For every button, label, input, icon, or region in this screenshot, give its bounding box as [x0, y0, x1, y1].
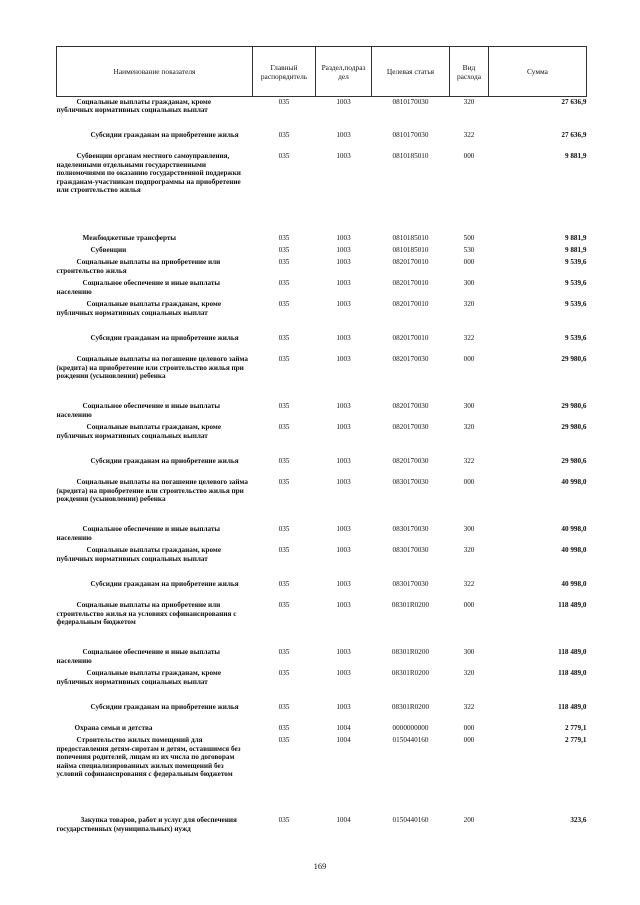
row-section: 1003 [336, 703, 351, 711]
row-name: Субсидии гражданам на приобретение жилья [90, 580, 239, 588]
row-name: Субсидии гражданам на приобретение жилья [90, 131, 239, 139]
row-section: 1003 [336, 279, 351, 287]
table-row [57, 724, 587, 736]
row-main-manager: 035 [278, 402, 290, 410]
row-section: 1003 [336, 246, 351, 254]
table-row [57, 546, 587, 580]
row-expense-type: 000 [463, 724, 475, 732]
row-expense-type: 000 [463, 258, 475, 266]
row-sum: 40 998,0 [561, 525, 587, 533]
row-target-article: 0830170030 [392, 478, 429, 486]
row-section: 1004 [336, 724, 351, 732]
row-main-manager: 035 [278, 300, 290, 308]
row-main-manager: 035 [278, 580, 290, 588]
row-name: Социальное обеспечение и иные выплаты населению [56, 402, 221, 419]
row-section: 1003 [336, 669, 351, 677]
row-expense-type: 320 [463, 300, 475, 308]
row-sum: 9 539,6 [564, 334, 587, 342]
header-target-article: Целевая статья [372, 47, 450, 97]
row-section: 1003 [336, 355, 351, 363]
row-target-article: 0820170030 [392, 457, 429, 465]
row-target-article: 0820170030 [392, 402, 429, 410]
row-name: Субсидии гражданам на приобретение жилья [90, 334, 239, 342]
row-name: Межбюджетные трансферты [82, 234, 177, 242]
table-body [57, 97, 587, 850]
table-row [57, 580, 587, 601]
row-expense-type: 300 [463, 648, 475, 656]
row-section: 1003 [336, 478, 351, 486]
row-sum: 9 881,9 [564, 234, 587, 242]
row-expense-type: 300 [463, 402, 475, 410]
row-sum: 27 636,9 [561, 97, 587, 106]
row-section: 1003 [336, 546, 351, 554]
row-sum: 9 881,9 [564, 246, 587, 254]
row-expense-type: 300 [463, 525, 475, 533]
header-sum: Сумма [489, 47, 587, 97]
row-expense-type: 320 [463, 423, 475, 431]
row-sum: 29 980,6 [561, 423, 587, 431]
table-row [57, 457, 587, 478]
row-section: 1003 [336, 97, 351, 106]
row-target-article: 0000000000 [392, 724, 429, 732]
table-row [57, 478, 587, 525]
row-sum: 2 779,1 [564, 724, 587, 732]
row-main-manager: 035 [278, 97, 290, 106]
row-name: Закупка товаров, работ и услуг для обеспечения государственных (муниципальных) нужд [56, 816, 237, 833]
row-section: 1004 [336, 816, 351, 824]
header-indicator-name: Наименование показателя [57, 47, 253, 97]
table-row [57, 402, 587, 423]
row-target-article: 08301R0200 [391, 648, 430, 656]
row-target-article: 0830170030 [392, 546, 429, 554]
row-expense-type: 322 [463, 580, 475, 588]
row-name: Социальные выплаты гражданам, кроме публичных нормативных социальных выплат [56, 546, 222, 563]
budget-table [56, 46, 587, 850]
row-name: Социальные выплаты гражданам, кроме публичных нормативных социальных выплат [56, 423, 222, 440]
table-row [57, 334, 587, 355]
row-sum: 118 489,0 [558, 648, 587, 656]
row-name: Социальные выплаты на погашение целевого займа (кредита) на приобретение или строительство жилья при рождении (усыновлении) ребенка [56, 355, 248, 381]
row-name: Социальное обеспечение и иные выплаты населению [56, 648, 221, 665]
row-name: Субсидии гражданам на приобретение жилья [90, 457, 239, 465]
row-target-article: 0810170030 [392, 97, 429, 106]
row-target-article: 0150440160 [392, 816, 429, 824]
row-main-manager: 035 [278, 131, 290, 139]
row-section: 1003 [336, 300, 351, 308]
row-section: 1003 [336, 152, 351, 160]
row-sum: 40 998,0 [561, 580, 587, 588]
row-name: Строительство жилых помещений для предоставления детям-сиротам и детям, оставшимся без попечения родителей, лицам из их числа по договорам найма специализированных жилых помещений без условий софинансирования с федеральным бюджетом [56, 736, 241, 779]
row-section: 1003 [336, 402, 351, 410]
row-expense-type: 000 [463, 152, 475, 160]
row-main-manager: 035 [278, 703, 290, 711]
row-target-article: 08301R0200 [391, 669, 430, 677]
row-expense-type: 300 [463, 279, 475, 287]
row-main-manager: 035 [278, 525, 290, 533]
row-section: 1003 [336, 648, 351, 656]
row-sum: 118 489,0 [558, 601, 587, 609]
row-section: 1003 [336, 131, 351, 139]
row-expense-type: 000 [463, 478, 475, 486]
table-row [57, 736, 587, 816]
row-target-article: 0820170030 [392, 355, 429, 363]
row-sum: 2 779,1 [564, 736, 587, 744]
table-row [57, 234, 587, 246]
row-expense-type: 320 [463, 546, 475, 554]
row-sum: 40 998,0 [561, 478, 587, 486]
row-target-article: 08301R0200 [391, 703, 430, 711]
row-sum: 9 539,6 [564, 300, 587, 308]
header-main-manager: Главный распорядитель [253, 47, 316, 97]
row-main-manager: 035 [278, 816, 290, 824]
row-expense-type: 200 [463, 816, 475, 824]
row-name: Субсидии гражданам на приобретение жилья [90, 703, 239, 711]
row-sum: 118 489,0 [558, 669, 587, 677]
page-number: 169 [313, 861, 327, 871]
row-main-manager: 035 [278, 648, 290, 656]
table-row [57, 246, 587, 258]
row-sum: 40 998,0 [561, 546, 587, 554]
table-row [57, 648, 587, 669]
row-main-manager: 035 [278, 546, 290, 554]
row-sum: 9 539,6 [564, 279, 587, 287]
row-sum: 9 881,9 [564, 152, 587, 160]
row-name: Социальные выплаты гражданам, кроме публичных нормативных социальных выплат [56, 300, 222, 317]
table-row [57, 601, 587, 648]
row-target-article: 0820170030 [392, 423, 429, 431]
row-sum: 29 980,6 [561, 457, 587, 465]
row-main-manager: 035 [278, 478, 290, 486]
row-expense-type: 000 [463, 355, 475, 363]
row-section: 1003 [336, 457, 351, 465]
table-row [57, 669, 587, 703]
row-section: 1003 [336, 580, 351, 588]
row-expense-type: 530 [463, 246, 475, 254]
table-row [57, 97, 587, 131]
row-main-manager: 035 [278, 457, 290, 465]
table-header [57, 47, 587, 97]
row-main-manager: 035 [278, 234, 290, 242]
row-target-article: 0820170010 [392, 300, 429, 308]
header-expense-type: Вид расхода [450, 47, 489, 97]
row-name: Субвенции [90, 246, 127, 254]
row-section: 1004 [336, 736, 351, 744]
row-name: Социальные выплаты на приобретение или строительство жилья [56, 258, 221, 275]
table-row [57, 300, 587, 334]
row-sum: 9 539,6 [564, 258, 587, 266]
row-section: 1003 [336, 525, 351, 533]
row-sum: 118 489,0 [558, 703, 587, 711]
row-main-manager: 035 [278, 355, 290, 363]
row-main-manager: 035 [278, 736, 290, 744]
row-name: Социальное обеспечение и иные выплаты населению [56, 525, 221, 542]
row-main-manager: 035 [278, 669, 290, 677]
row-section: 1003 [336, 601, 351, 609]
row-name: Социальные выплаты гражданам, кроме публичных нормативных социальных выплат [56, 669, 222, 686]
table-row [57, 131, 587, 152]
row-sum: 29 980,6 [561, 355, 587, 363]
row-section: 1003 [336, 234, 351, 242]
row-sum: 29 980,6 [561, 402, 587, 410]
budget-table-container [56, 46, 586, 850]
row-target-article: 0820170010 [392, 279, 429, 287]
row-sum: 27 636,9 [561, 131, 587, 139]
row-target-article: 0810170030 [392, 131, 429, 139]
table-row [57, 258, 587, 279]
row-name: Охрана семьи и детства [74, 724, 153, 732]
row-main-manager: 035 [278, 279, 290, 287]
row-name: Субвенции органам местного самоуправления, наделенными отдельными государственными полномочиями по оказанию государственной поддержки гражданам-участникам подпрограммы на приобретение или строительство жилья [56, 152, 241, 195]
row-main-manager: 035 [278, 423, 290, 431]
row-expense-type: 322 [463, 334, 475, 342]
row-expense-type: 322 [463, 457, 475, 465]
row-main-manager: 035 [278, 724, 290, 732]
row-expense-type: 500 [463, 234, 475, 242]
table-row [57, 152, 587, 234]
table-row [57, 355, 587, 402]
row-expense-type: 320 [463, 97, 475, 106]
row-target-article: 08301R0200 [391, 601, 430, 609]
row-section: 1003 [336, 258, 351, 266]
row-target-article: 0810185010 [392, 234, 429, 242]
row-target-article: 0150440160 [392, 736, 429, 744]
table-row [57, 703, 587, 724]
row-main-manager: 035 [278, 246, 290, 254]
table-row [57, 279, 587, 300]
row-section: 1003 [336, 423, 351, 431]
table-row [57, 816, 587, 850]
header-section: Раздел,подраз дел [316, 47, 372, 97]
row-target-article: 0820170010 [392, 334, 429, 342]
row-main-manager: 035 [278, 601, 290, 609]
row-name: Социальное обеспечение и иные выплаты населению [56, 279, 221, 296]
row-target-article: 0810185010 [392, 152, 429, 160]
row-main-manager: 035 [278, 334, 290, 342]
row-name: Социальные выплаты гражданам, кроме публичных нормативных социальных выплат [56, 97, 212, 115]
row-expense-type: 322 [463, 703, 475, 711]
row-expense-type: 322 [463, 131, 475, 139]
table-row [57, 423, 587, 457]
row-expense-type: 000 [463, 736, 475, 744]
row-section: 1003 [336, 334, 351, 342]
row-target-article: 0810185010 [392, 246, 429, 254]
row-target-article: 0830170030 [392, 525, 429, 533]
row-main-manager: 035 [278, 258, 290, 266]
row-target-article: 0830170030 [392, 580, 429, 588]
row-expense-type: 320 [463, 669, 475, 677]
row-main-manager: 035 [278, 152, 290, 160]
row-target-article: 0820170010 [392, 258, 429, 266]
row-name: Социальные выплаты на приобретение или строительство жилья на условиях софинансирования с федеральным бюджетом [56, 601, 237, 627]
table-row [57, 525, 587, 546]
row-name: Социальные выплаты на погашение целевого займа (кредита) на приобретение или строительство жилья при рождении (усыновлении) ребенка [56, 478, 248, 504]
row-sum: 323,6 [570, 816, 587, 824]
row-expense-type: 000 [463, 601, 475, 609]
